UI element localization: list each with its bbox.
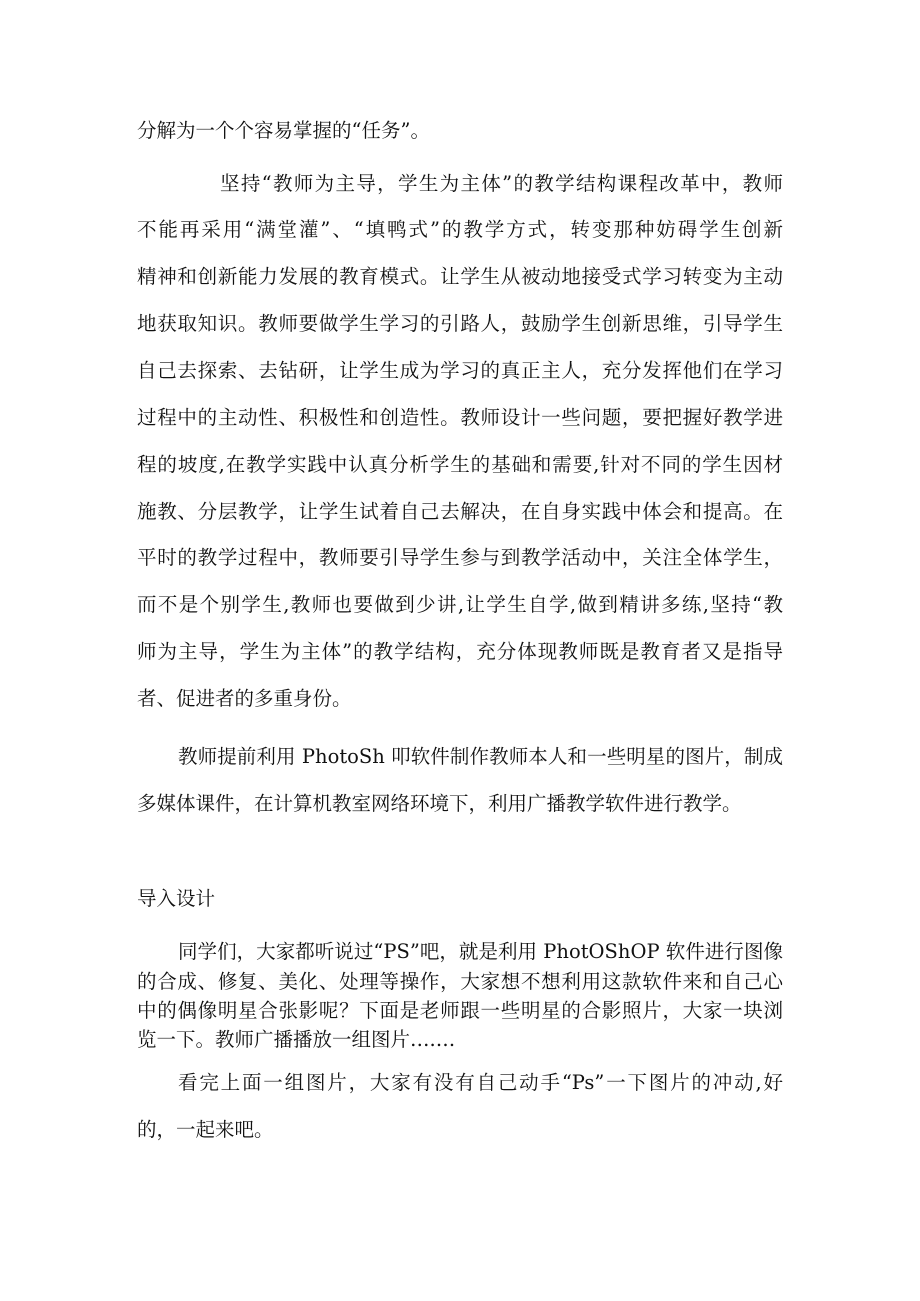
section-heading: 导入设计 [137,887,216,910]
text-line: 同学们，大家都听说过“PS”吧，就是利用 PhotOShOP 软件进行图像 [178,940,783,963]
text-line: 多媒体课件，在计算机教室网络环境下，利用广播教学软件进行教学。 [137,792,742,815]
text-line: 看完上面一组图片，大家有没有自己动手“Ps”一下图片的冲动,好 [178,1071,783,1094]
text-line: 过程中的主动性、积极性和创造性。教师设计一些问题，要把握好教学进 [137,406,783,429]
text-line: 者、促进者的多重身份。 [137,687,352,710]
text-line: 平时的教学过程中，教师要引导学生参与到教学活动中，关注全体学生， [137,546,783,569]
text-line: 中的偶像明星合张影呢？下面是老师跟一些明星的合影照片，大家一块浏 [137,999,783,1022]
text-line: 精神和创新能力发展的教育模式。让学生从被动地接受式学习转变为主动 [137,265,783,288]
text-line: 师为主导，学生为主体”的教学结构，充分体现教师既是教育者又是指导 [137,640,783,663]
text-line: 的，一起来吧。 [137,1118,274,1141]
text-line: 的合成、修复、美化、处理等操作，大家想不想利用这款软件来和自己心 [137,970,783,993]
text-line: 程的坡度,在教学实践中认真分析学生的基础和需要,针对不同的学生因材 [137,453,783,476]
text-line: 而不是个别学生,教师也要做到少讲,让学生自学,做到精讲多练,坚持“教 [137,593,783,616]
text-line: 教师提前利用 PhotoSh 叩软件制作教师本人和一些明星的图片，制成 [178,745,783,768]
text-line: 分解为一个个容易掌握的“任务”。 [137,119,430,142]
text-line: 自己去探索、去钻研，让学生成为学习的真正主人，充分发挥他们在学习 [137,359,783,382]
text-line: 坚持“教师为主导，学生为主体”的教学结构课程改革中，教师 [220,172,783,195]
text-line: 不能再采用“满堂灌”、“填鸭式”的教学方式，转变那种妨碍学生创新 [137,218,783,241]
text-line: 施教、分层教学，让学生试着自己去解决，在自身实践中体会和提高。在 [137,500,783,523]
text-line: 地获取知识。教师要做学生学习的引路人，鼓励学生创新思维，引导学生 [137,312,783,335]
text-line: 览一下。教师广播播放一组图片….… [137,1028,456,1051]
